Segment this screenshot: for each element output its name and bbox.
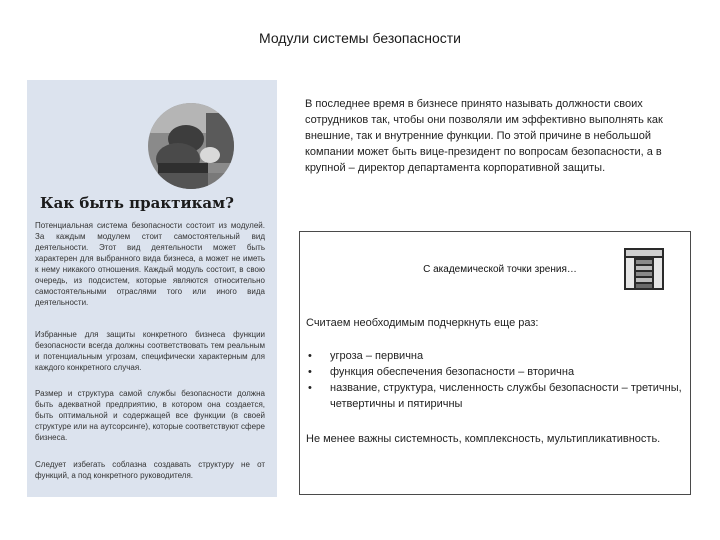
list-item: • функция обеспечения безопасности – вторична	[308, 366, 575, 378]
box-outro: Не менее важны системность, комплексность, мультипликативность.	[306, 433, 661, 445]
bullet-icon: •	[308, 350, 312, 362]
bullet-icon: •	[308, 382, 312, 394]
box-intro: Считаем необходимым подчеркнуть еще раз:	[306, 317, 539, 329]
left-heading: Как быть практикам?	[40, 194, 234, 212]
left-paragraph-2: Избранные для защиты конкретного бизнеса функции безопасности всегда должны соответствовать тем реальным и потенциальным угрозам, специфически характерным для каждого конкретного случая.	[35, 330, 265, 372]
page-title: Модули системы безопасности	[259, 30, 461, 46]
left-paragraph-4: Следует избегать соблазна создавать структуру не от функций, а под конкретного руководителя.	[35, 460, 265, 480]
right-paragraph: В последнее время в бизнесе принято называть должности своих сотрудников так, чтобы они позволяли им эффективно выполнять как внешние, так и внутренние функции. По этой причине в небольшой компании может быть вице-президент по вопросам безопасности, а в крупной – директор департамента корпоративной защиты.	[305, 98, 663, 174]
person-photo	[148, 103, 234, 189]
box-label: С академической точки зрения…	[423, 264, 577, 275]
bullet-icon: •	[308, 366, 312, 378]
list-item: • угроза – первична	[308, 350, 424, 362]
box-bullet-list	[306, 348, 686, 412]
academic-box	[299, 231, 691, 495]
left-paragraph-3: Размер и структура самой службы безопасности должна быть адекватной предприятию, в котором она создается, быть оптимальной и содержащей все функции (в своей структуре или на аутсорсинге), которые соответствуют сфере бизнеса.	[35, 389, 265, 442]
list-item: • название, структура, численность службы безопасности – третичны, четвертичны и пятиричны	[308, 382, 682, 410]
left-paragraph-1: Потенциальная система безопасности состоит из модулей. За каждым модулем стоит самостоятельный вид деятельности. Этот вид деятельности может быть характерен для выбранного вида бизнеса, а может не иметь к нему никакого отношения. Каждый модуль состоит, в свою очередь, из подсистем, которые являются относительно самостоятельными отраслями того или иного вида деятельности.	[35, 221, 265, 307]
